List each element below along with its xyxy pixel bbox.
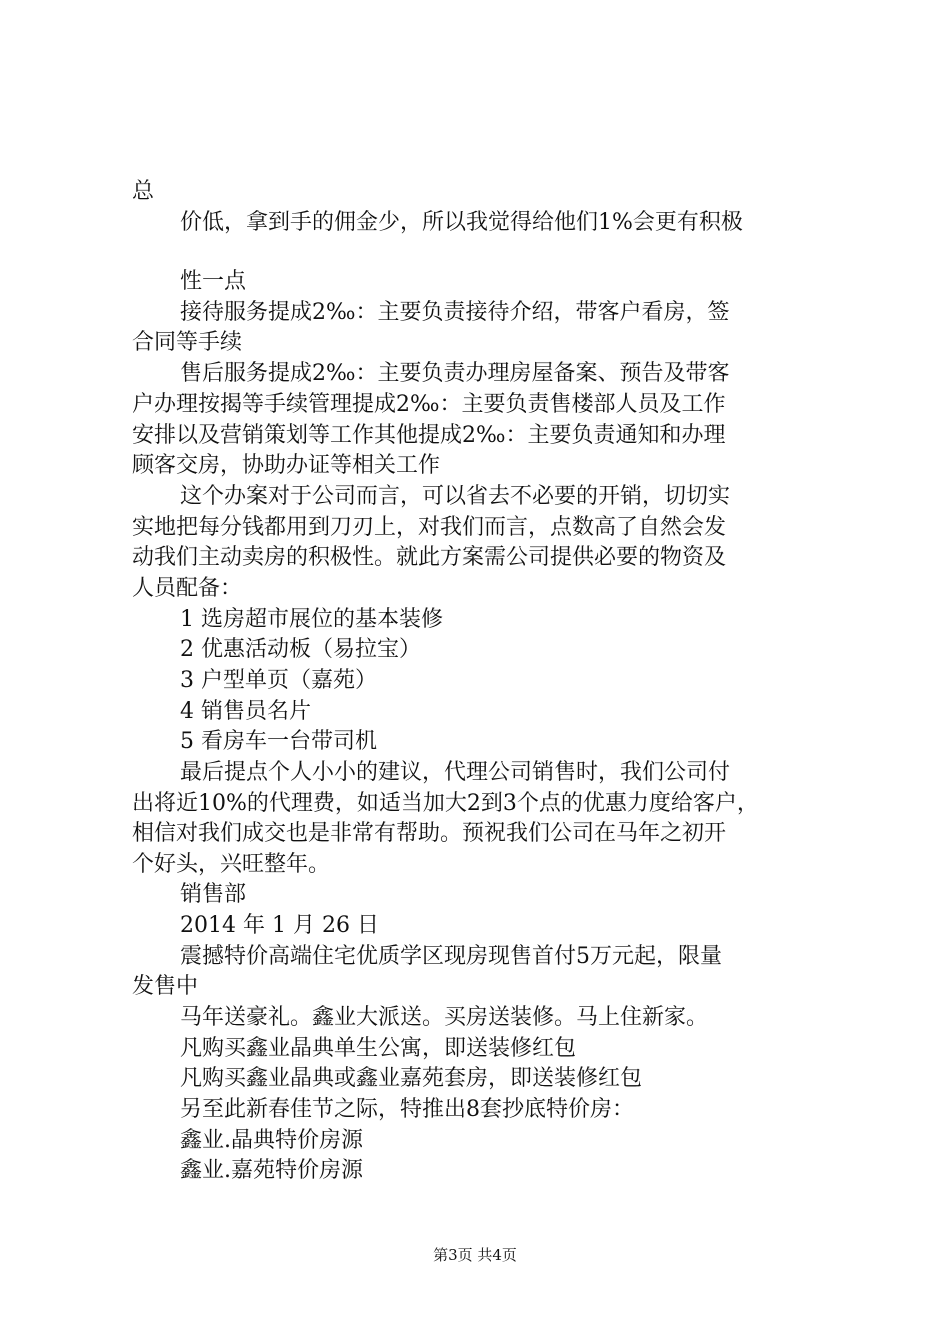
- text-line: 价低，拿到手的佣金少，所以我觉得给他们1%会更有积极: [180, 210, 743, 235]
- list-item: 5 看房车一台带司机: [180, 729, 377, 754]
- text-line: 性一点: [180, 269, 247, 294]
- text-line: 个好头，兴旺整年。: [132, 852, 331, 877]
- text-line: 实地把每分钱都用到刀刃上，对我们而言，点数高了自然会发: [132, 515, 727, 540]
- text-line: 合同等手续: [132, 330, 243, 355]
- text-line: 这个办案对于公司而言，可以省去不必要的开销，切切实: [180, 484, 731, 509]
- text-line: 顾客交房，协助办证等相关工作: [132, 453, 441, 478]
- text-line: 相信对我们成交也是非常有帮助。预祝我们公司在马年之初开: [132, 821, 727, 846]
- text-line: 人员配备：: [132, 576, 243, 601]
- list-item: 3 户型单页（嘉苑）: [180, 668, 377, 693]
- text-line: 动我们主动卖房的积极性。就此方案需公司提供必要的物资及: [132, 545, 727, 570]
- list-item: 1 选房超市展位的基本装修: [180, 607, 443, 632]
- page-footer: 第3页 共4页: [433, 1246, 517, 1264]
- list-item: 4 销售员名片: [180, 699, 311, 724]
- text-line: 马年送豪礼。鑫业大派送。买房送装修。马上住新家。: [180, 1005, 709, 1030]
- text-line: 最后提点个人小小的建议，代理公司销售时，我们公司付: [180, 760, 731, 785]
- text-line: 售后服务提成2‰：主要负责办理房屋备案、预告及带客: [180, 361, 730, 386]
- text-line: 总: [132, 179, 155, 204]
- text-line: 鑫业.嘉苑特价房源: [180, 1158, 363, 1183]
- text-line: 凡购买鑫业晶典或鑫业嘉苑套房，即送装修红包: [180, 1066, 643, 1091]
- text-line: 鑫业.晶典特价房源: [180, 1128, 363, 1153]
- document-date: 2014 年 1 月 26 日: [180, 913, 379, 938]
- text-line: 另至此新春佳节之际，特推出8套抄底特价房：: [180, 1097, 634, 1122]
- text-line: 发售中: [132, 974, 199, 999]
- text-line: 凡购买鑫业晶典单生公寓，即送装修红包: [180, 1036, 577, 1061]
- list-item: 2 优惠活动板（易拉宝）: [180, 637, 421, 662]
- text-line: 安排以及营销策划等工作其他提成2‰：主要负责通知和办理: [132, 423, 726, 448]
- text-line: 出将近10%的代理费，如适当加大2到3个点的优惠力度给客户，: [132, 791, 759, 816]
- text-line: 接待服务提成2‰：主要负责接待介绍，带客户看房，签: [180, 300, 730, 325]
- department-name: 销售部: [180, 882, 247, 907]
- text-line: 震撼特价高端住宅优质学区现房现售首付5万元起，限量: [180, 944, 722, 969]
- text-line: 户办理按揭等手续管理提成2‰：主要负责售楼部人员及工作: [132, 392, 726, 417]
